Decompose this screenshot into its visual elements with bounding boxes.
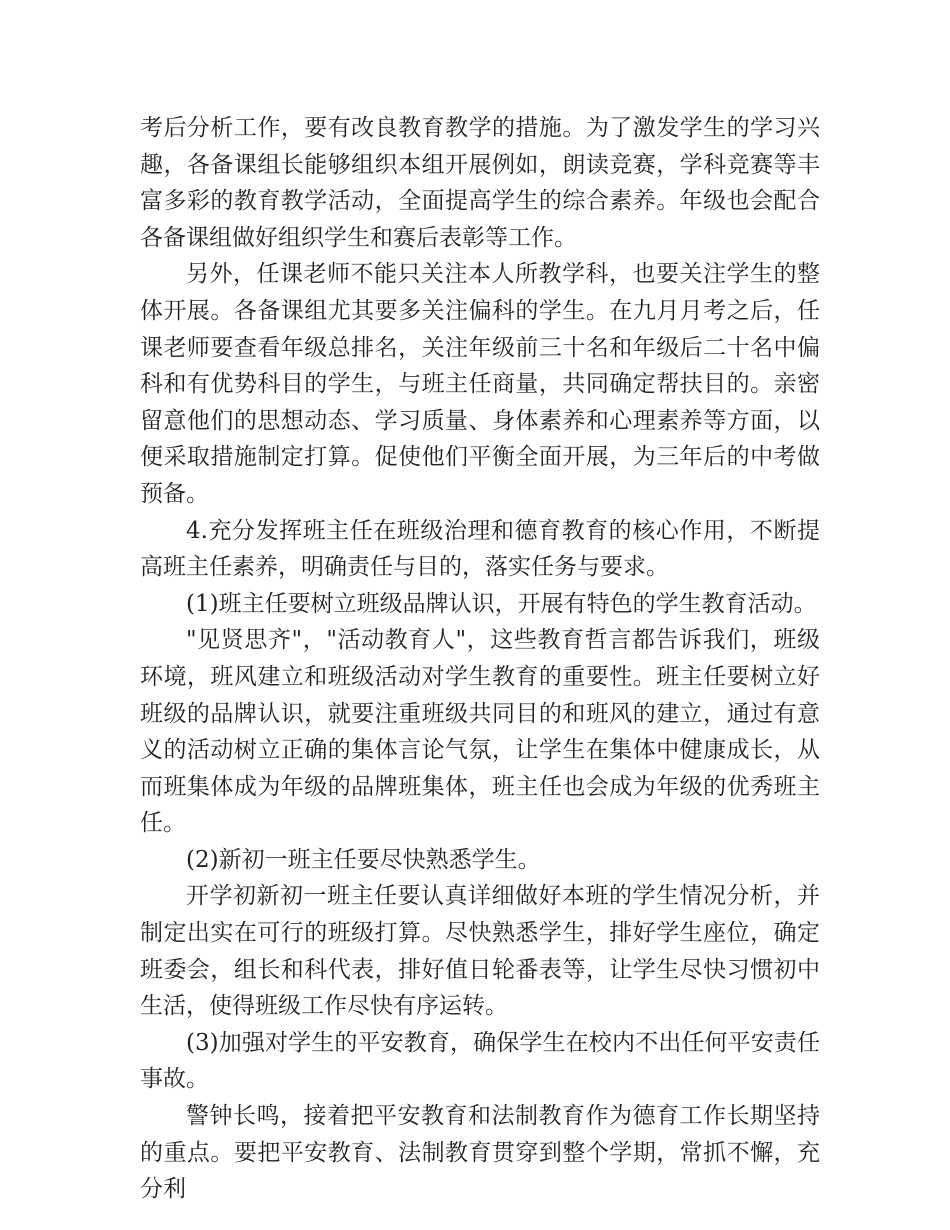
subsection-heading: (2)新初一班主任要尽快熟悉学生。 [186,846,541,873]
paragraph: 考后分析工作，要有改良教育教学的措施。为了激发学生的学习兴趣，各备课组长能够组织本组开展例如，朗读竞赛，学科竞赛等丰富多彩的教育教学活动，全面提高学生的综合素养。年级也会配合各备课组做好组织学生和赛后表彰等工作。 [140,115,820,251]
section-heading: 4.充分发挥班主任在班级治理和德育教育的核心作用，不断提高班主任素养，明确责任与目的，落实任务与要求。 [140,517,820,581]
subsection-heading: (1)班主任要树立班级品牌认识，开展有特色的学生教育活动。 [186,590,817,617]
paragraph: 警钟长鸣，接着把平安教育和法制教育作为德育工作长期坚持的重点。要把平安教育、法制教育贯穿到整个学期，常抓不懈，充分利 [140,1103,820,1203]
document-body [140,110,820,1208]
paragraph: 开学初新初一班主任要认真详细做好本班的学生情况分析，并制定出实在可行的班级打算。尽快熟悉学生，排好学生座位，确定班委会，组长和科代表，排好值日轮番表等，让学生尽快习惯初中生活，使得班级工作尽快有序运转。 [140,883,820,1020]
subsection-heading: (3)加强对学生的平安教育，确保学生在校内不出任何平安责任事故。 [140,1029,820,1093]
paragraph: "见贤思齐"，"活动教育人"，这些教育哲言都告诉我们，班级环境，班风建立和班级活动对学生教育的重要性。班主任要树立好班级的品牌认识，就要注重班级共同目的和班风的建立，通过有意义的活动树立正确的集体言论气氛，让学生在集体中健康成长，从而班集体成为年级的品牌班集体，班主任也会成为年级的优秀班主任。 [140,627,820,837]
paragraph: 另外，任课老师不能只关注本人所教学科，也要关注学生的整体开展。各备课组尤其要多关注偏科的学生。在九月月考之后，任课老师要查看年级总排名，关注年级前三十名和年级后二十名中偏科和有优势科目的学生，与班主任商量，共同确定帮扶目的。亲密留意他们的思想动态、学习质量、身体素养和心理素养等方面，以便采取措施制定打算。促使他们平衡全面开展，为三年后的中考做预备。 [140,261,820,507]
